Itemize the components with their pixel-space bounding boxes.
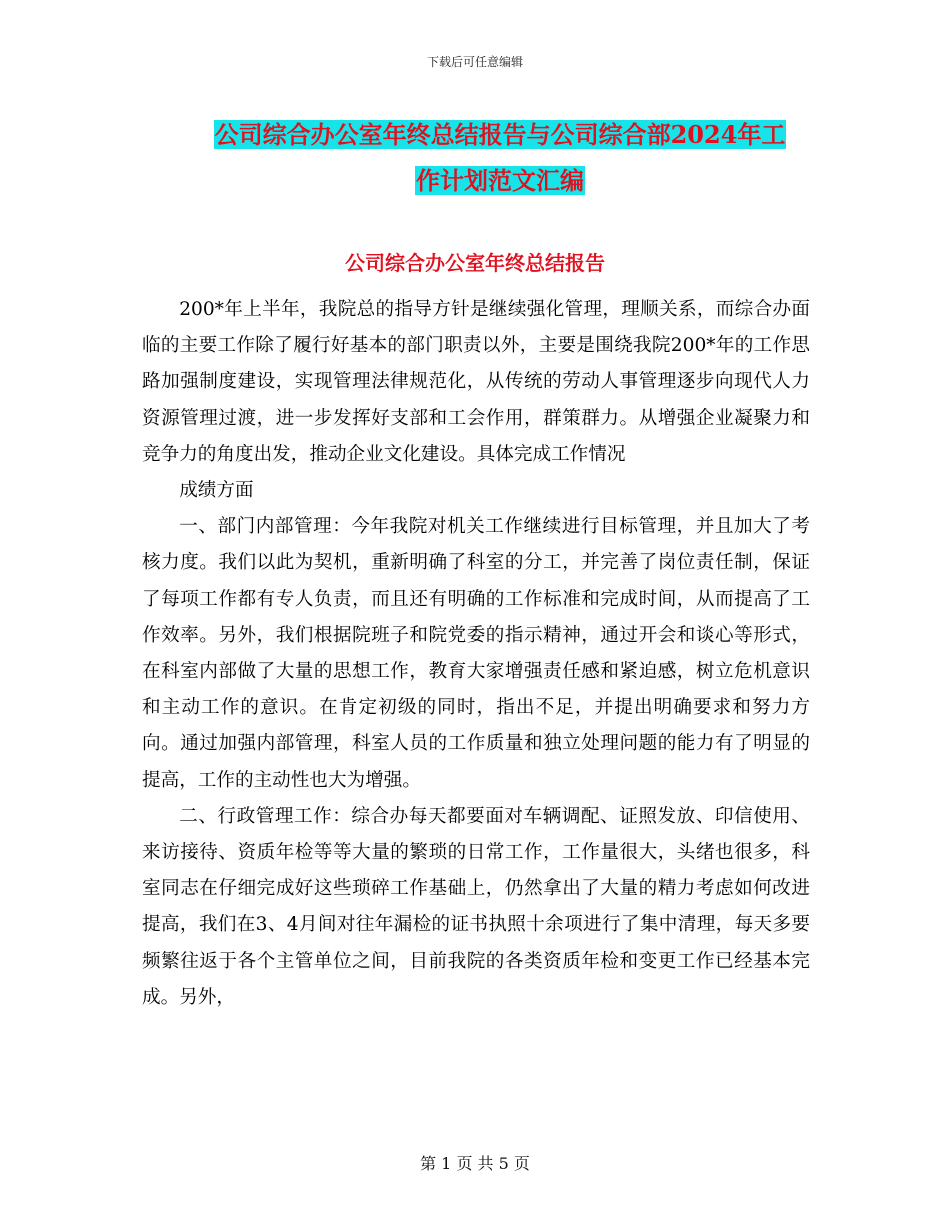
page-number: 第 1 页 共 5 页: [420, 1154, 530, 1173]
paragraph-achievements-heading: 成绩方面: [179, 480, 254, 502]
document-title: [120, 112, 880, 204]
paragraph-internal-management: 一、部门内部管理：今年我院对机关工作继续进行目标管理，并且加大了考核力度。我们以此为契机，重新明确了科室的分工，并完善了岗位责任制，保证了每项工作都有专人负责，而且还有明确的工作标准和完成时间，从而提高了工作效率。另外，我们根据院班子和院党委的指示精神，通过开会和谈心等形式，在科室内部做了大量的思想工作，教育大家增强责任感和紧迫感，树立危机意识和主动工作的意识。在肯定初级的同时，指出不足，并提出明确要求和努力方向。通过加强内部管理，科室人员的工作质量和独立处理问题的能力有了明显的提高，工作的主动性也大为增强。: [142, 516, 810, 791]
paragraph-intro: 200*年上半年，我院总的指导方针是继续强化管理，理顺关系，而综合办面临的主要工作除了履行好基本的部门职责以外，主要是围绕我院200*年的工作思路加强制度建设，实现管理法律规范化，从传统的劳动人事管理逐步向现代人力资源管理过渡，进一步发挥好支部和工会作用，群策群力。从增强企业凝聚力和竞争力的角度出发，推动企业文化建设。具体完成工作情况: [142, 299, 810, 465]
section-title: 公司综合办公室年终总结报告: [345, 251, 605, 275]
document-title-line-2: 作计划范文汇编: [416, 166, 584, 195]
header-note: 下载后可任意编辑: [426, 55, 523, 69]
paragraph-administrative-work: 二、行政管理工作：综合办每天都要面对车辆调配、证照发放、印信使用、来访接待、资质年检等等大量的繁琐的日常工作，工作量很大，头绪也很多，科室同志在仔细完成好这些琐碎工作基础上，仍然拿出了大量的精力考虑如何改进提高，我们在3、4月间对往年漏检的证书执照十余项进行了集中清理，每天多要频繁往返于各个主管单位之间，目前我院的各类资质年检和变更工作已经基本完成。另外，: [142, 805, 810, 1008]
document-body: [142, 292, 810, 1016]
document-title-line-1: 公司综合办公室年终总结报告与公司综合部2024年工: [214, 120, 786, 149]
